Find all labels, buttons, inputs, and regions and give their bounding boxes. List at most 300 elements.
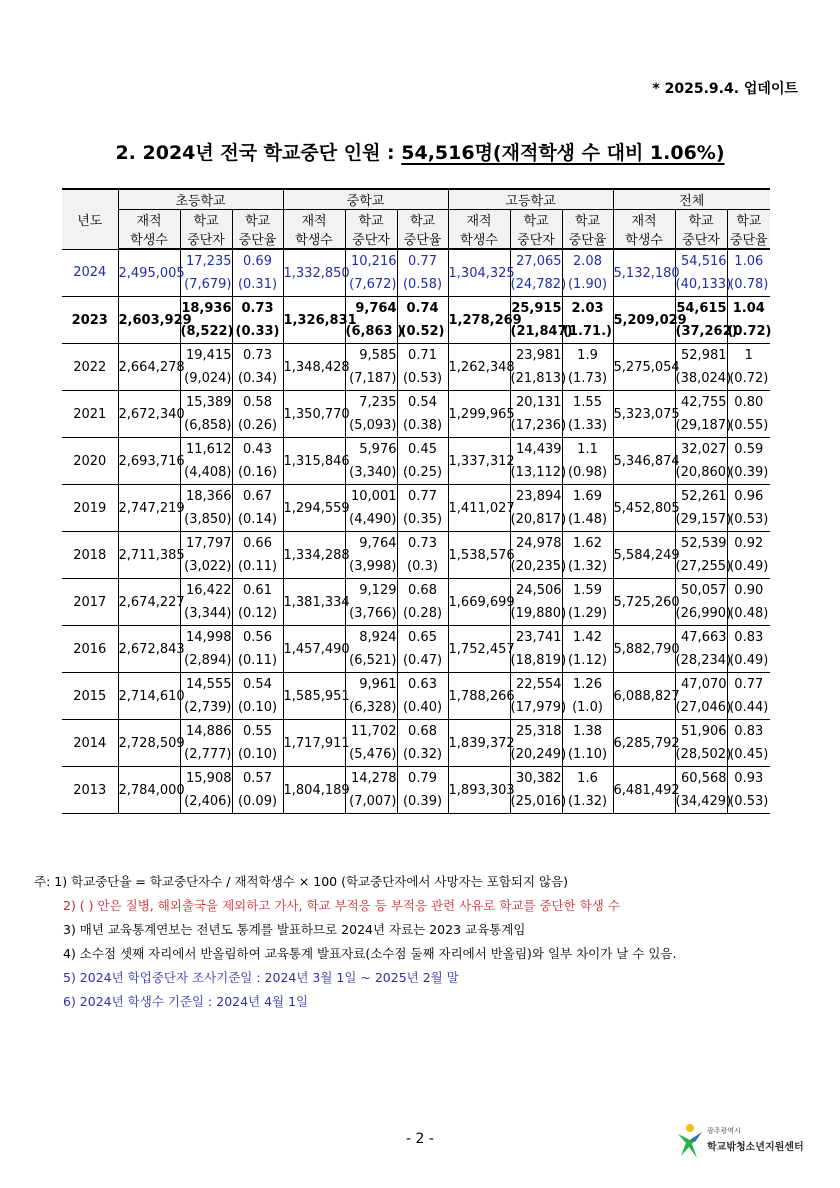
- h-rate-paren-cell: (1.32): [562, 555, 613, 579]
- e-dropout-paren-cell: (2,406): [180, 790, 232, 814]
- title-highlight: 54,516명(재적학생 수 대비 1.06%): [401, 142, 725, 164]
- e-dropout-paren-cell: (9,024): [180, 367, 232, 391]
- m-dropout-cell: 9,764: [345, 297, 397, 321]
- t-total-cell: 5,132,180: [613, 249, 675, 297]
- year-cell: 2019: [62, 485, 118, 532]
- t-rate-paren-cell: (0.48): [727, 602, 770, 626]
- t-total-cell: 6,481,492: [613, 767, 675, 814]
- header-m-sub-top-1: 학교: [345, 210, 397, 230]
- header-group-high: 고등학교: [448, 189, 613, 210]
- header-t-sub-bottom-1: 중단자: [675, 229, 727, 249]
- t-total-cell: 5,323,075: [613, 391, 675, 438]
- m-dropout-paren-cell: (5,093): [345, 414, 397, 438]
- t-rate-paren-cell: (0.55): [727, 414, 770, 438]
- table-row: [62, 767, 770, 791]
- e-dropout-paren-cell: (3,022): [180, 555, 232, 579]
- title-plain: 2. 2024년 전국 학교중단 인원 :: [115, 142, 402, 164]
- m-rate-cell: 0.77: [397, 249, 448, 273]
- h-dropout-cell: 22,554: [510, 673, 562, 697]
- h-rate-cell: 1.55: [562, 391, 613, 415]
- m-rate-paren-cell: (0.40): [397, 696, 448, 720]
- h-total-cell: 1,752,457: [448, 626, 510, 673]
- m-rate-paren-cell: (0.38): [397, 414, 448, 438]
- t-rate-paren-cell: (0.53): [727, 790, 770, 814]
- t-rate-cell: 0.83: [727, 720, 770, 744]
- e-rate-paren-cell: (0.10): [232, 743, 283, 767]
- header-e-sub-top-1: 학교: [180, 210, 232, 230]
- m-rate-cell: 0.65: [397, 626, 448, 650]
- table-row: [62, 626, 770, 650]
- header-m-sub-top-2: 학교: [397, 210, 448, 230]
- t-rate-cell: 0.93: [727, 767, 770, 791]
- t-rate-paren-cell: (0.49): [727, 649, 770, 673]
- m-dropout-paren-cell: (7,187): [345, 367, 397, 391]
- m-rate-paren-cell: (0.52): [397, 320, 448, 344]
- h-dropout-cell: 25,318: [510, 720, 562, 744]
- header-h-sub-bottom-2: 중단율: [562, 229, 613, 249]
- h-total-cell: 1,304,325: [448, 249, 510, 297]
- table-row: [62, 579, 770, 603]
- header-h-sub-top-0: 재적: [448, 210, 510, 230]
- header-t-sub-bottom-2: 중단율: [727, 229, 770, 249]
- t-dropout-paren-cell: (26,990): [675, 602, 727, 626]
- note-3: 3) 매년 교육통계연보는 전년도 통계를 발표하므로 2024년 자료는 2023 교육통계임: [63, 922, 526, 937]
- m-dropout-cell: 10,001: [345, 485, 397, 509]
- year-cell: 2023: [62, 297, 118, 344]
- t-rate-cell: 0.80: [727, 391, 770, 415]
- e-rate-paren-cell: (0.33): [232, 320, 283, 344]
- h-rate-paren-cell: (1.12): [562, 649, 613, 673]
- t-dropout-paren-cell: (28,502): [675, 743, 727, 767]
- m-rate-cell: 0.74: [397, 297, 448, 321]
- m-total-cell: 1,348,428: [283, 344, 345, 391]
- year-cell: 2020: [62, 438, 118, 485]
- h-rate-cell: 1.42: [562, 626, 613, 650]
- t-dropout-cell: 52,981: [675, 344, 727, 368]
- m-rate-cell: 0.79: [397, 767, 448, 791]
- m-dropout-cell: 5,976: [345, 438, 397, 462]
- t-total-cell: 5,725,260: [613, 579, 675, 626]
- m-total-cell: 1,381,334: [283, 579, 345, 626]
- e-dropout-paren-cell: (4,408): [180, 461, 232, 485]
- h-rate-paren-cell: (1.0): [562, 696, 613, 720]
- h-dropout-paren-cell: (20,249): [510, 743, 562, 767]
- e-rate-cell: 0.67: [232, 485, 283, 509]
- h-total-cell: 1,538,576: [448, 532, 510, 579]
- m-dropout-cell: 8,924: [345, 626, 397, 650]
- h-dropout-cell: 27,065: [510, 249, 562, 273]
- m-total-cell: 1,294,559: [283, 485, 345, 532]
- t-dropout-cell: 54,615: [675, 297, 727, 321]
- t-rate-cell: 0.90: [727, 579, 770, 603]
- h-rate-cell: 1.69: [562, 485, 613, 509]
- m-total-cell: 1,334,288: [283, 532, 345, 579]
- h-rate-cell: 2.03: [562, 297, 613, 321]
- table-row: [62, 485, 770, 509]
- header-t-sub-top-0: 재적: [613, 210, 675, 230]
- m-total-cell: 1,326,831: [283, 297, 345, 344]
- e-dropout-paren-cell: (2,777): [180, 743, 232, 767]
- t-rate-cell: 0.96: [727, 485, 770, 509]
- e-dropout-cell: 18,936: [180, 297, 232, 321]
- m-rate-paren-cell: (0.35): [397, 508, 448, 532]
- m-dropout-paren-cell: (3,998): [345, 555, 397, 579]
- e-total-cell: 2,728,509: [118, 720, 180, 767]
- e-dropout-cell: 11,612: [180, 438, 232, 462]
- logo-name: 학교밖청소년지원센터: [707, 1142, 804, 1153]
- m-dropout-cell: 9,129: [345, 579, 397, 603]
- note-4: 4) 소수점 셋째 자리에서 반올림하여 교육통계 발표자료(소수점 둘째 자리에서 반올림)와 일부 차이가 날 수 있음.: [63, 946, 677, 961]
- t-rate-paren-cell: (0.44): [727, 696, 770, 720]
- m-rate-cell: 0.71: [397, 344, 448, 368]
- h-total-cell: 1,299,965: [448, 391, 510, 438]
- e-dropout-cell: 17,235: [180, 249, 232, 273]
- t-dropout-cell: 52,539: [675, 532, 727, 556]
- header-e-sub-bottom-2: 중단율: [232, 229, 283, 249]
- table-row: [62, 249, 770, 273]
- h-dropout-paren-cell: (21,847): [510, 320, 562, 344]
- header-m-sub-bottom-1: 중단자: [345, 229, 397, 249]
- e-dropout-cell: 14,998: [180, 626, 232, 650]
- m-rate-cell: 0.73: [397, 532, 448, 556]
- table-row: [62, 391, 770, 415]
- m-dropout-cell: 9,585: [345, 344, 397, 368]
- header-m-sub-bottom-0: 학생수: [283, 229, 345, 249]
- t-total-cell: 6,088,827: [613, 673, 675, 720]
- h-dropout-cell: 23,741: [510, 626, 562, 650]
- m-dropout-paren-cell: (7,672): [345, 273, 397, 297]
- h-dropout-paren-cell: (25,016): [510, 790, 562, 814]
- t-rate-cell: 1: [727, 344, 770, 368]
- t-rate-paren-cell: (0.78): [727, 273, 770, 297]
- t-dropout-paren-cell: (40,133): [675, 273, 727, 297]
- e-rate-cell: 0.69: [232, 249, 283, 273]
- t-rate-cell: 0.83: [727, 626, 770, 650]
- header-h-sub-bottom-0: 학생수: [448, 229, 510, 249]
- h-total-cell: 1,839,372: [448, 720, 510, 767]
- table-row: [62, 297, 770, 321]
- table-row: [62, 720, 770, 744]
- h-total-cell: 1,788,266: [448, 673, 510, 720]
- year-cell: 2016: [62, 626, 118, 673]
- e-dropout-cell: 14,555: [180, 673, 232, 697]
- h-dropout-paren-cell: (21,813): [510, 367, 562, 391]
- h-dropout-paren-cell: (24,782): [510, 273, 562, 297]
- t-rate-paren-cell: (0.72): [727, 367, 770, 391]
- header-t-sub-top-1: 학교: [675, 210, 727, 230]
- e-rate-paren-cell: (0.10): [232, 696, 283, 720]
- e-rate-cell: 0.66: [232, 532, 283, 556]
- e-total-cell: 2,747,219: [118, 485, 180, 532]
- m-rate-paren-cell: (0.53): [397, 367, 448, 391]
- e-total-cell: 2,672,340: [118, 391, 180, 438]
- page-title: [0, 138, 840, 165]
- m-rate-paren-cell: (0.28): [397, 602, 448, 626]
- table-row: [62, 673, 770, 697]
- h-dropout-cell: 14,439: [510, 438, 562, 462]
- t-total-cell: 5,882,790: [613, 626, 675, 673]
- t-dropout-paren-cell: (27,255): [675, 555, 727, 579]
- t-dropout-cell: 60,568: [675, 767, 727, 791]
- e-rate-paren-cell: (0.09): [232, 790, 283, 814]
- h-total-cell: 1,669,699: [448, 579, 510, 626]
- e-rate-paren-cell: (0.34): [232, 367, 283, 391]
- m-total-cell: 1,350,770: [283, 391, 345, 438]
- table-row: [62, 532, 770, 556]
- m-dropout-paren-cell: (6,328): [345, 696, 397, 720]
- header-group-middle: 중학교: [283, 189, 448, 210]
- t-dropout-paren-cell: (28,234): [675, 649, 727, 673]
- year-cell: 2013: [62, 767, 118, 814]
- m-rate-paren-cell: (0.25): [397, 461, 448, 485]
- e-total-cell: 2,672,843: [118, 626, 180, 673]
- t-rate-paren-cell: (0.45): [727, 743, 770, 767]
- h-rate-cell: 1.59: [562, 579, 613, 603]
- footnotes: [34, 870, 677, 1014]
- m-dropout-paren-cell: (6,521): [345, 649, 397, 673]
- e-rate-paren-cell: (0.16): [232, 461, 283, 485]
- year-cell: 2017: [62, 579, 118, 626]
- e-dropout-paren-cell: (3,344): [180, 602, 232, 626]
- e-rate-paren-cell: (0.11): [232, 649, 283, 673]
- table-row: [62, 438, 770, 462]
- e-total-cell: 2,495,005: [118, 249, 180, 297]
- h-rate-cell: 1.6: [562, 767, 613, 791]
- h-total-cell: 1,262,348: [448, 344, 510, 391]
- t-dropout-paren-cell: (38,024): [675, 367, 727, 391]
- e-rate-cell: 0.56: [232, 626, 283, 650]
- h-rate-paren-cell: (1.71.): [562, 320, 613, 344]
- e-dropout-cell: 15,908: [180, 767, 232, 791]
- m-dropout-paren-cell: (5,476): [345, 743, 397, 767]
- t-total-cell: 5,346,874: [613, 438, 675, 485]
- header-group-elementary: 초등학교: [118, 189, 283, 210]
- e-rate-paren-cell: (0.31): [232, 273, 283, 297]
- h-total-cell: 1,893,303: [448, 767, 510, 814]
- m-rate-cell: 0.68: [397, 579, 448, 603]
- h-dropout-paren-cell: (18,819): [510, 649, 562, 673]
- header-e-sub-bottom-0: 학생수: [118, 229, 180, 249]
- note-5: 5) 2024년 학업중단자 조사기준일 : 2024년 3월 1일 ~ 2025년 2월 말: [63, 970, 459, 985]
- t-rate-paren-cell: (0.53): [727, 508, 770, 532]
- h-dropout-paren-cell: (20,817): [510, 508, 562, 532]
- note-1: 주: 1) 학교중단율 = 학교중단자수 / 재적학생수 × 100 (학교중단자에서 사망자는 포함되지 않음): [34, 874, 569, 889]
- header-group-total: 전체: [613, 189, 770, 210]
- update-note: * 2025.9.4. 업데이트: [652, 81, 798, 97]
- t-dropout-paren-cell: (27,046): [675, 696, 727, 720]
- e-dropout-paren-cell: (8,522): [180, 320, 232, 344]
- m-rate-cell: 0.77: [397, 485, 448, 509]
- e-total-cell: 2,711,385: [118, 532, 180, 579]
- e-dropout-cell: 18,366: [180, 485, 232, 509]
- e-dropout-paren-cell: (7,679): [180, 273, 232, 297]
- m-total-cell: 1,804,189: [283, 767, 345, 814]
- e-rate-cell: 0.61: [232, 579, 283, 603]
- logo-figure-icon: [675, 1122, 705, 1160]
- e-total-cell: 2,714,610: [118, 673, 180, 720]
- t-rate-paren-cell: (0.39): [727, 461, 770, 485]
- m-rate-cell: 0.45: [397, 438, 448, 462]
- m-dropout-cell: 7,235: [345, 391, 397, 415]
- h-dropout-cell: 30,382: [510, 767, 562, 791]
- e-total-cell: 2,693,716: [118, 438, 180, 485]
- m-total-cell: 1,717,911: [283, 720, 345, 767]
- h-dropout-paren-cell: (20,235): [510, 555, 562, 579]
- t-dropout-cell: 50,057: [675, 579, 727, 603]
- h-dropout-cell: 24,978: [510, 532, 562, 556]
- h-rate-cell: 1.38: [562, 720, 613, 744]
- m-total-cell: 1,585,951: [283, 673, 345, 720]
- e-rate-paren-cell: (0.14): [232, 508, 283, 532]
- t-dropout-paren-cell: (34,429): [675, 790, 727, 814]
- h-rate-cell: 1.1: [562, 438, 613, 462]
- m-dropout-paren-cell: (3,766): [345, 602, 397, 626]
- e-dropout-paren-cell: (2,739): [180, 696, 232, 720]
- h-rate-paren-cell: (1.29): [562, 602, 613, 626]
- h-dropout-cell: 23,981: [510, 344, 562, 368]
- m-dropout-paren-cell: (6,863 ): [345, 320, 397, 344]
- e-dropout-paren-cell: (3,850): [180, 508, 232, 532]
- e-rate-cell: 0.57: [232, 767, 283, 791]
- m-dropout-cell: 14,278: [345, 767, 397, 791]
- e-rate-paren-cell: (0.12): [232, 602, 283, 626]
- h-dropout-paren-cell: (19,880): [510, 602, 562, 626]
- t-dropout-cell: 42,755: [675, 391, 727, 415]
- e-rate-cell: 0.73: [232, 344, 283, 368]
- center-logo: [675, 1120, 810, 1165]
- h-rate-paren-cell: (1.10): [562, 743, 613, 767]
- dropout-table: [62, 188, 770, 814]
- h-total-cell: 1,278,269: [448, 297, 510, 344]
- e-rate-cell: 0.73: [232, 297, 283, 321]
- h-rate-paren-cell: (0.98): [562, 461, 613, 485]
- t-rate-cell: 1.06: [727, 249, 770, 273]
- m-rate-paren-cell: (0.32): [397, 743, 448, 767]
- m-total-cell: 1,332,850: [283, 249, 345, 297]
- t-total-cell: 5,584,249: [613, 532, 675, 579]
- header-h-sub-bottom-1: 중단자: [510, 229, 562, 249]
- e-total-cell: 2,784,000: [118, 767, 180, 814]
- header-e-sub-top-2: 학교: [232, 210, 283, 230]
- year-cell: 2021: [62, 391, 118, 438]
- h-rate-paren-cell: (1.32): [562, 790, 613, 814]
- m-dropout-cell: 11,702: [345, 720, 397, 744]
- e-dropout-cell: 17,797: [180, 532, 232, 556]
- h-rate-paren-cell: (1.90): [562, 273, 613, 297]
- h-rate-paren-cell: (1.33): [562, 414, 613, 438]
- h-total-cell: 1,411,027: [448, 485, 510, 532]
- m-rate-paren-cell: (0.39): [397, 790, 448, 814]
- e-total-cell: 2,664,278: [118, 344, 180, 391]
- m-rate-cell: 0.68: [397, 720, 448, 744]
- h-rate-cell: 1.26: [562, 673, 613, 697]
- e-rate-cell: 0.58: [232, 391, 283, 415]
- year-cell: 2018: [62, 532, 118, 579]
- t-total-cell: 5,275,054: [613, 344, 675, 391]
- year-cell: 2015: [62, 673, 118, 720]
- m-dropout-cell: 10,216: [345, 249, 397, 273]
- year-cell: 2022: [62, 344, 118, 391]
- header-m-sub-bottom-2: 중단율: [397, 229, 448, 249]
- header-h-sub-top-2: 학교: [562, 210, 613, 230]
- e-dropout-cell: 16,422: [180, 579, 232, 603]
- t-rate-cell: 0.59: [727, 438, 770, 462]
- e-total-cell: 2,674,227: [118, 579, 180, 626]
- t-dropout-cell: 54,516: [675, 249, 727, 273]
- t-rate-paren-cell: (0.49): [727, 555, 770, 579]
- m-total-cell: 1,315,846: [283, 438, 345, 485]
- m-rate-paren-cell: (0.58): [397, 273, 448, 297]
- note-6: 6) 2024년 학생수 기준일 : 2024년 4월 1일: [63, 994, 309, 1009]
- year-cell: 2014: [62, 720, 118, 767]
- header-year: 년도: [62, 189, 118, 249]
- h-dropout-cell: 24,506: [510, 579, 562, 603]
- m-rate-paren-cell: (0.3): [397, 555, 448, 579]
- e-rate-cell: 0.54: [232, 673, 283, 697]
- e-dropout-paren-cell: (6,858): [180, 414, 232, 438]
- year-cell: 2024: [62, 249, 118, 297]
- e-total-cell: 2,603,929: [118, 297, 180, 344]
- note-2: 2) ( ) 안은 질병, 해외출국을 제외하고 가사, 학교 부적응 등 부적응 관련 사유로 학교를 중단한 학생 수: [63, 898, 620, 913]
- t-dropout-paren-cell: (29,187): [675, 414, 727, 438]
- h-rate-paren-cell: (1.73): [562, 367, 613, 391]
- t-rate-cell: 0.77: [727, 673, 770, 697]
- t-rate-paren-cell: (0.72): [727, 320, 770, 344]
- t-rate-cell: 0.92: [727, 532, 770, 556]
- m-dropout-paren-cell: (3,340): [345, 461, 397, 485]
- header-h-sub-top-1: 학교: [510, 210, 562, 230]
- h-rate-cell: 1.9: [562, 344, 613, 368]
- m-dropout-paren-cell: (4,490): [345, 508, 397, 532]
- h-dropout-paren-cell: (17,236): [510, 414, 562, 438]
- t-dropout-paren-cell: (29,157): [675, 508, 727, 532]
- h-total-cell: 1,337,312: [448, 438, 510, 485]
- h-rate-cell: 2.08: [562, 249, 613, 273]
- h-rate-paren-cell: (1.48): [562, 508, 613, 532]
- header-t-sub-bottom-0: 학생수: [613, 229, 675, 249]
- e-rate-paren-cell: (0.26): [232, 414, 283, 438]
- m-total-cell: 1,457,490: [283, 626, 345, 673]
- h-dropout-cell: 25,915: [510, 297, 562, 321]
- t-dropout-cell: 52,261: [675, 485, 727, 509]
- h-dropout-cell: 20,131: [510, 391, 562, 415]
- m-rate-cell: 0.54: [397, 391, 448, 415]
- e-dropout-cell: 19,415: [180, 344, 232, 368]
- m-dropout-paren-cell: (7,007): [345, 790, 397, 814]
- h-rate-cell: 1.62: [562, 532, 613, 556]
- t-total-cell: 5,452,805: [613, 485, 675, 532]
- t-dropout-cell: 51,906: [675, 720, 727, 744]
- h-dropout-cell: 23,894: [510, 485, 562, 509]
- t-dropout-paren-cell: (20,860): [675, 461, 727, 485]
- m-dropout-cell: 9,764: [345, 532, 397, 556]
- t-total-cell: 6,285,792: [613, 720, 675, 767]
- e-dropout-cell: 15,389: [180, 391, 232, 415]
- t-dropout-paren-cell: (37,262): [675, 320, 727, 344]
- e-dropout-paren-cell: (2,894): [180, 649, 232, 673]
- page-number: - 2 -: [406, 1131, 434, 1147]
- t-rate-cell: 1.04: [727, 297, 770, 321]
- m-rate-cell: 0.63: [397, 673, 448, 697]
- e-rate-cell: 0.43: [232, 438, 283, 462]
- table-row: [62, 344, 770, 368]
- h-dropout-paren-cell: (13,112): [510, 461, 562, 485]
- h-dropout-paren-cell: (17,979): [510, 696, 562, 720]
- t-total-cell: 5,209,029: [613, 297, 675, 344]
- m-rate-paren-cell: (0.47): [397, 649, 448, 673]
- e-rate-cell: 0.55: [232, 720, 283, 744]
- header-e-sub-bottom-1: 중단자: [180, 229, 232, 249]
